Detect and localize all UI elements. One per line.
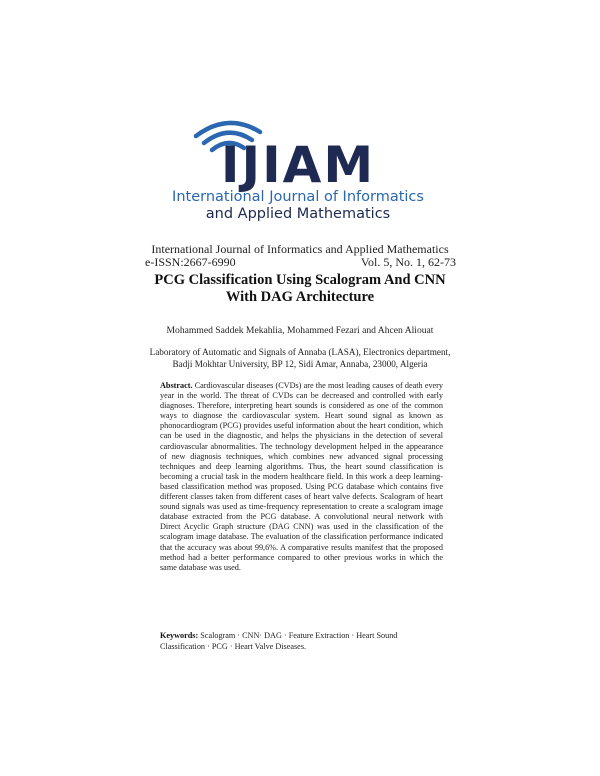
- keywords-text: Scalogram · CNN· DAG · Feature Extraction · Heart Sound Classification · PCG · Heart Valve Diseases.: [160, 631, 398, 651]
- abstract-label: Abstract.: [160, 381, 193, 390]
- issn: e-ISSN:2667-6990: [145, 255, 236, 269]
- paper-title-line2: With DAG Architecture: [225, 289, 375, 305]
- ijiam-logo-graphic: [148, 110, 448, 222]
- volume-info: Vol. 5, No. 1, 62-73: [360, 255, 456, 269]
- affiliation-line2: Badji Mokhtar University, BP 12, Sidi Amar, Annaba, 23000, Algeria: [172, 358, 428, 369]
- abstract: [160, 381, 443, 573]
- keywords: [160, 631, 443, 652]
- authors: Mohammed Saddek Mekahlia, Mohammed Fezari and Ahcen Aliouat: [166, 325, 434, 336]
- keywords-label: Keywords:: [160, 631, 199, 640]
- journal-logo: [148, 110, 448, 222]
- abstract-text: Cardiovascular diseases (CVDs) are the most leading causes of death every year in the world. The threat of CVDs can be decreased and controlled with early diagnoses. Therefore, interpreting heart sounds is considered as one of the common ways to diagnose the cardiovascular system. Heart sound signal as known as phonocardiogram (PCG) provides useful information about the heart condition, which can be used in the diagnostic, and helps the physicians in the detection of several cardiovascular abnormalities. The technology development helped in the appearance of new diagnosis techniques, which combines new advanced signal processing techniques and deep learning algorithms. Thus, the heart sound classification is becoming a crucial task in the modern healthcare field. In this work a deep learning-based classification method was proposed. Using PCG database which contains five different classes taken from different cases of heart valve defects. Scalogram of heart sound signals was used as time-frequency representation to create a scalogram image database extracted from the PCG database. A convolutional neural network with Direct Acyclic Graph structure (DAG CNN) was used in the classification of the scalogram image database. The evaluation of the classification performance indicated that the accuracy was about 99,6%. A comparative results manifest that the proposed method had a better performance compared to other previous works in which the same database was used.: [160, 381, 443, 572]
- affiliation-line1: Laboratory of Automatic and Signals of Annaba (LASA), Electronics department,: [149, 347, 451, 357]
- logo-subtitle-line2: and Applied Mathematics: [205, 206, 391, 222]
- logo-subtitle-line1: International Journal of Informatics: [172, 189, 424, 205]
- paper-title-line1: PCG Classification Using Scalogram And CNN: [154, 272, 446, 288]
- journal-name: International Journal of Informatics and Applied Mathematics: [151, 242, 449, 256]
- issn-volume-row: [145, 255, 456, 270]
- logo-mark: IJIAM: [220, 136, 376, 194]
- affiliation: [0, 347, 600, 370]
- paper-title: [0, 272, 600, 306]
